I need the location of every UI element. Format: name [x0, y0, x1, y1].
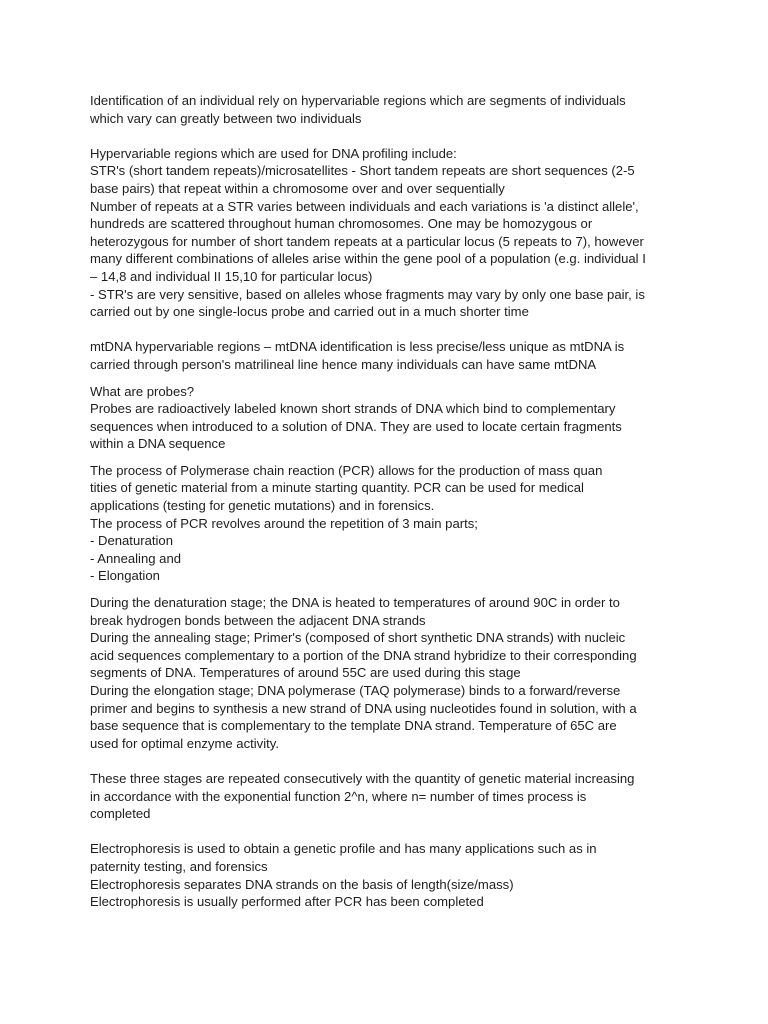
text-line: paternity testing, and forensics [90, 858, 268, 874]
text-line: segments of DNA. Temperatures of around 55C are used during this stage [90, 665, 521, 681]
text-line: within a DNA sequence [90, 436, 226, 452]
text-line: mtDNA hypervariable regions – mtDNA identification is less precise/less unique as mtDNA is [90, 339, 625, 355]
text-line: Electrophoresis separates DNA strands on the basis of length(size/mass) [90, 876, 514, 892]
text-line: STR's (short tandem repeats)/microsatellites - Short tandem repeats are short sequences (2-5 [90, 163, 635, 179]
paragraph-gap [90, 374, 690, 383]
paragraph-gap [90, 321, 690, 339]
text-line: tities of genetic material from a minute starting quantity. PCR can be used for medical [90, 480, 584, 496]
text-line: Identification of an individual rely on hypervariable regions which are segments of individuals [90, 93, 626, 108]
text-line: carried out by one single-locus probe and carried out in a much shorter time [90, 304, 529, 320]
paragraph-identification [90, 92, 690, 127]
text-line: During the denaturation stage; the DNA is heated to temperatures of around 90C in order to [90, 595, 620, 611]
text-line: Number of repeats at a STR varies between individuals and each variations is 'a distinct allele', [90, 198, 639, 214]
text-line: hundreds are scattered throughout human chromosomes. One may be homozygous or [90, 216, 593, 232]
text-line: heterozygous for number of short tandem repeats at a particular locus (5 repeats to 7), however [90, 233, 644, 249]
text-line: - STR's are very sensitive, based on alleles whose fragments may vary by only one base pair, is [90, 286, 645, 302]
text-line: in accordance with the exponential function 2^n, where n= number of times process is [90, 788, 587, 804]
text-line: base sequence that is complementary to the template DNA strand. Temperature of 65C are [90, 718, 617, 734]
text-line: break hydrogen bonds between the adjacent DNA strands [90, 612, 426, 628]
paragraph-pcr-stages [90, 594, 690, 752]
text-line: Probes are radioactively labeled known short strands of DNA which bind to complementary [90, 401, 616, 417]
text-line: completed [90, 806, 151, 822]
text-line: primer and begins to synthesis a new strand of DNA using nucleotides found in solution, with a [90, 700, 637, 716]
document-page [90, 92, 690, 911]
paragraph-electrophoresis [90, 840, 690, 910]
list-item: - Annealing and [90, 550, 182, 566]
text-line: which vary can greatly between two individuals [90, 110, 362, 126]
paragraph-gap [90, 823, 690, 841]
text-line: During the annealing stage; Primer's (composed of short synthetic DNA strands) with nucleic [90, 630, 626, 646]
paragraph-gap [90, 453, 690, 462]
text-line: The process of PCR revolves around the repetition of 3 main parts; [90, 515, 478, 531]
text-line: base pairs) that repeat within a chromosome over and over sequentially [90, 180, 505, 196]
paragraph-gap [90, 585, 690, 594]
text-line: applications (testing for genetic mutations) and in forensics. [90, 498, 435, 514]
paragraph-mtdna [90, 338, 690, 373]
text-line: – 14,8 and individual II 15,10 for particular locus) [90, 268, 373, 284]
paragraph-gap [90, 752, 690, 770]
text-line: Electrophoresis is usually performed after PCR has been completed [90, 894, 484, 910]
text-line: used for optimal enzyme activity. [90, 735, 279, 751]
text-line: carried through person's matrilineal line hence many individuals can have same mtDNA [90, 356, 597, 372]
text-line: What are probes? [90, 383, 195, 399]
text-line: These three stages are repeated consecutively with the quantity of genetic material increasing [90, 770, 635, 786]
text-line: Hypervariable regions which are used for DNA profiling include: [90, 145, 457, 161]
text-line: acid sequences complementary to a portion of the DNA strand hybridize to their corresponding [90, 647, 637, 663]
paragraph-repetition [90, 770, 690, 823]
list-item: - Elongation [90, 568, 160, 584]
text-line: many different combinations of alleles arise within the gene pool of a population (e.g. individual I [90, 251, 646, 267]
text-line: Electrophoresis is used to obtain a genetic profile and has many applications such as in [90, 841, 597, 857]
paragraph-probes [90, 383, 690, 453]
text-line: sequences when introduced to a solution of DNA. They are used to locate certain fragments [90, 418, 622, 434]
paragraph-pcr [90, 462, 690, 585]
paragraph-hypervariable-regions [90, 145, 690, 321]
text-line: During the elongation stage; DNA polymerase (TAQ polymerase) binds to a forward/reverse [90, 683, 621, 698]
list-item: - Denaturation [90, 533, 173, 549]
text-line: The process of Polymerase chain reaction (PCR) allows for the production of mass quan [90, 462, 603, 478]
paragraph-gap [90, 127, 690, 145]
